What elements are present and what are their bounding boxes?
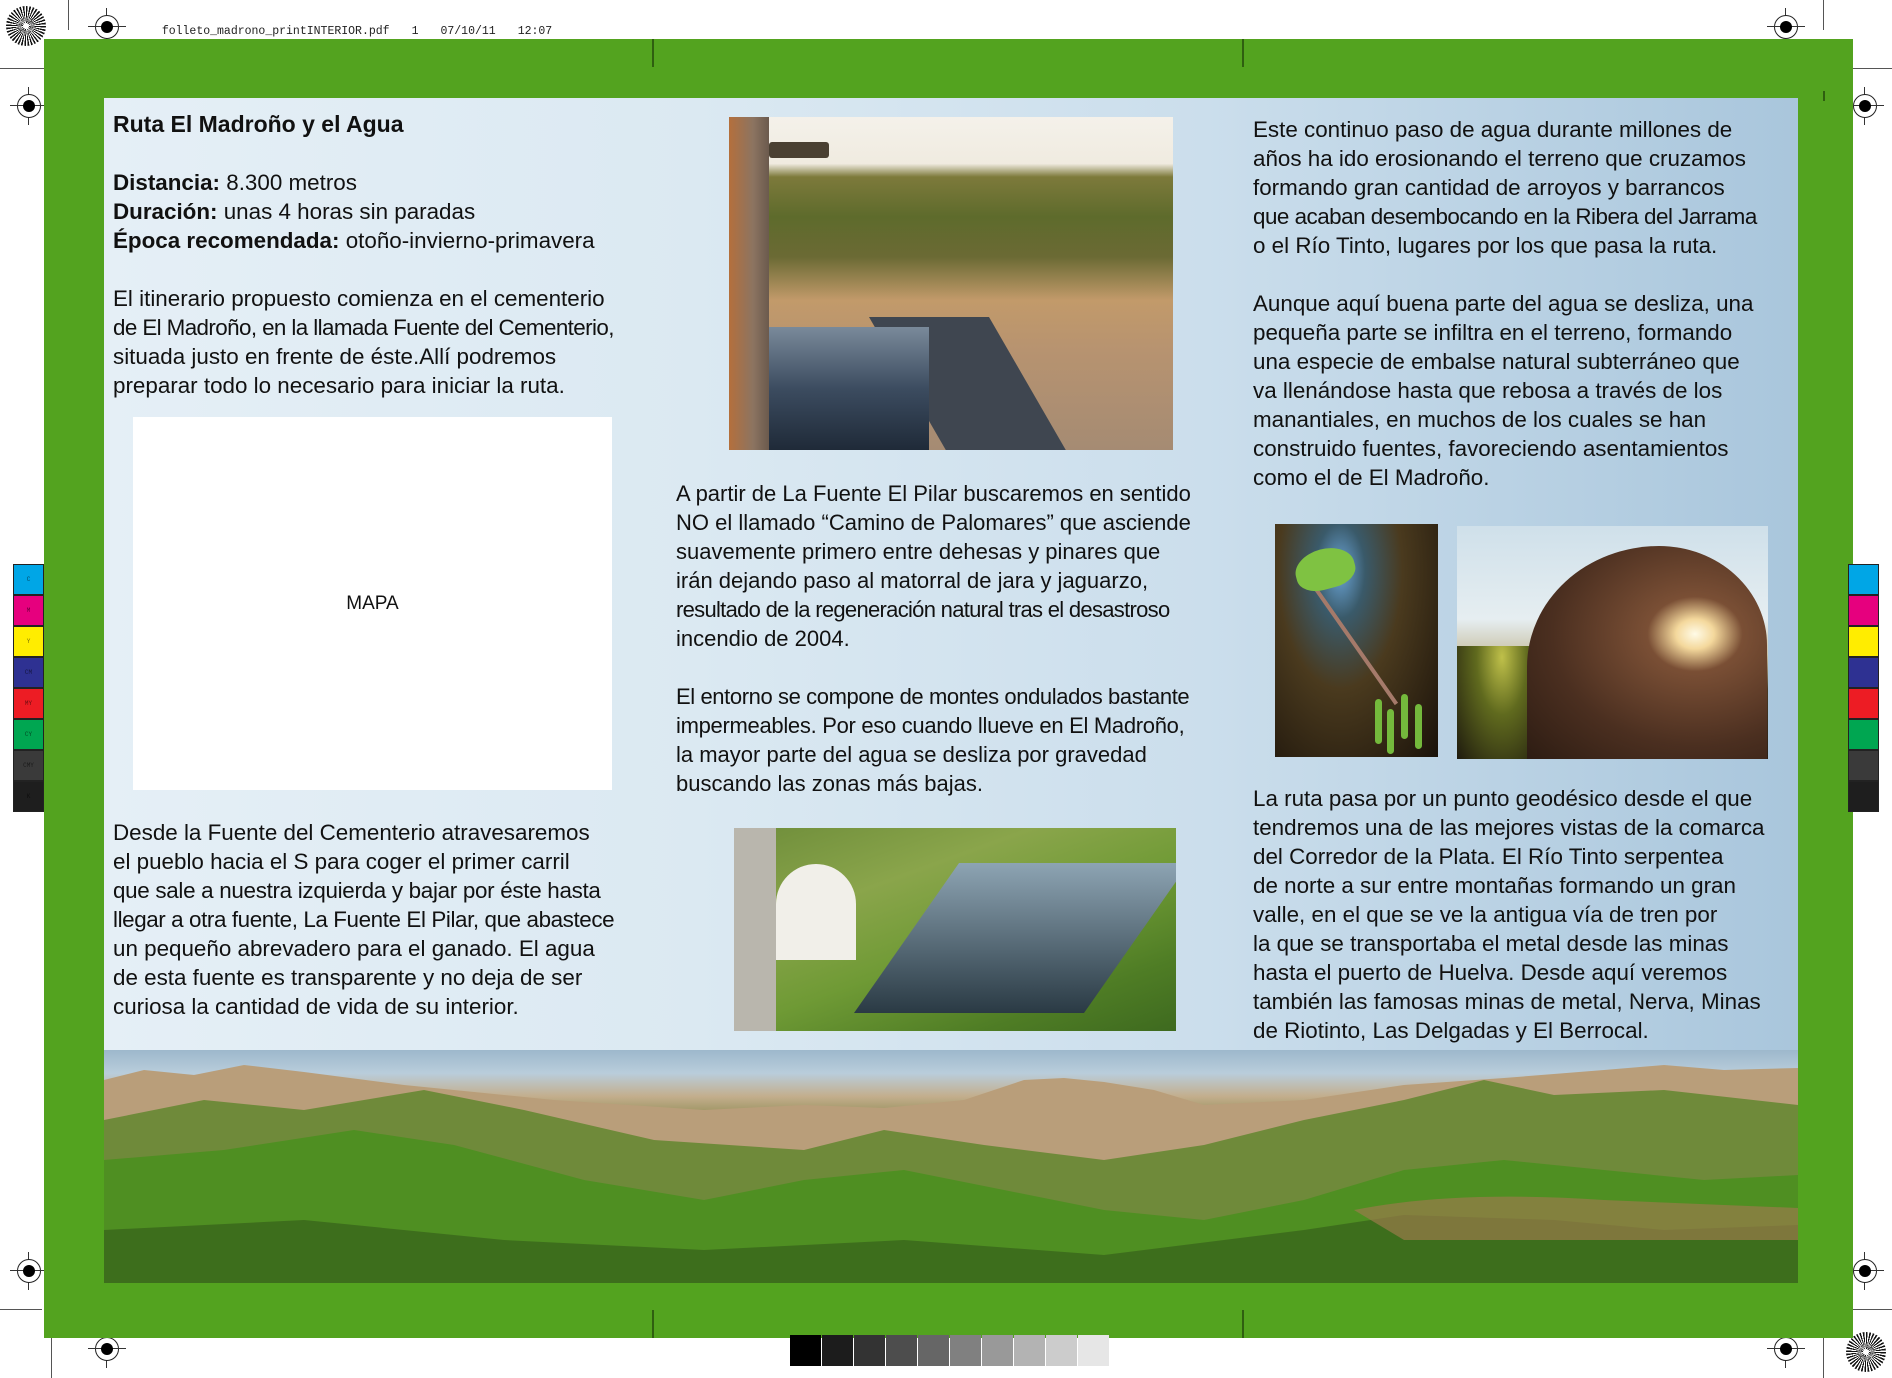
text-line: La ruta pasa por un punto geodésico desde el que <box>1253 786 1753 811</box>
registration-mark-icon <box>15 92 43 120</box>
text-line: impermeables. Por eso cuando llueve en El Madroño, <box>676 713 1185 738</box>
text-line: El itinerario propuesto comienza en el cementerio <box>113 286 605 311</box>
text-line: El entorno se compone de montes ondulados bastante <box>676 684 1190 709</box>
photo-detail <box>769 142 829 158</box>
text-line: NO el llamado “Camino de Palomares” que asciende <box>676 510 1191 535</box>
crop-mark <box>68 0 69 30</box>
registration-mark-icon <box>15 1257 43 1285</box>
text-line: la que se transportaba el metal desde las minas <box>1253 931 1729 956</box>
gray-swatch <box>854 1335 885 1366</box>
color-swatch <box>1848 781 1879 812</box>
text-line: de esta fuente es transparente y no deja de ser <box>113 965 583 990</box>
gray-swatch <box>918 1335 949 1366</box>
text-line: A partir de La Fuente El Pilar buscaremos en sentido <box>676 481 1191 506</box>
color-swatch <box>1848 626 1879 657</box>
column-middle-paragraph-2 <box>676 682 1236 798</box>
gray-swatch <box>950 1335 981 1366</box>
fold-mark <box>652 39 654 67</box>
photo-detail <box>1387 709 1394 754</box>
fold-mark <box>1242 39 1244 67</box>
fold-mark <box>652 1310 654 1338</box>
crop-mark <box>1823 0 1824 30</box>
fact-label: Época recomendada: <box>113 228 340 253</box>
registration-mark-icon <box>1851 92 1879 120</box>
text-line: de norte a sur entre montañas formando un gran <box>1253 873 1736 898</box>
text-line: la mayor parte del agua se desliza por gravedad <box>676 742 1147 767</box>
star-target-icon <box>1846 1332 1886 1372</box>
color-swatch: CY <box>13 719 44 750</box>
fountain-trough-photo <box>729 117 1173 450</box>
panorama-landscape <box>104 1050 1798 1283</box>
fact-value: otoño-invierno-primavera <box>339 228 595 253</box>
fact-value: 8.300 metros <box>220 170 357 195</box>
photo-detail <box>1303 572 1398 705</box>
column-right-paragraph-1 <box>1253 115 1793 260</box>
column-left-paragraph-2 <box>113 818 653 1021</box>
text-line: irán dejando paso al matorral de jara y jaguarzo, <box>676 568 1149 593</box>
hills-panorama-photo <box>104 1050 1798 1283</box>
color-swatch <box>1848 719 1879 750</box>
brochure-panel <box>104 98 1798 1283</box>
column-left <box>113 110 653 400</box>
column-middle-paragraph-1 <box>676 479 1236 653</box>
column-right-paragraph-2 <box>1253 289 1793 492</box>
color-swatch <box>1848 688 1879 719</box>
text-line: o el Río Tinto, lugares por los que pasa la ruta. <box>1253 233 1718 258</box>
text-line: valle, en el que se ve la antigua vía de tren por <box>1253 902 1718 927</box>
intro-paragraph <box>113 284 653 400</box>
fact-label: Distancia: <box>113 170 221 195</box>
text-line: una especie de embalse natural subterráneo que <box>1253 349 1740 374</box>
color-bar-right <box>1848 564 1879 812</box>
slug-time: 12:07 <box>517 25 553 38</box>
registration-mark-icon <box>1772 1335 1800 1363</box>
fact-duration <box>113 197 653 226</box>
text-line: incendio de 2004. <box>676 626 850 651</box>
registration-mark-icon <box>1851 1257 1879 1285</box>
text-line: llegar a otra fuente, La Fuente El Pilar, que abastece <box>113 907 615 932</box>
photo-detail <box>1527 546 1767 759</box>
fold-mark <box>1823 91 1825 101</box>
photo-detail <box>734 828 776 1031</box>
text-line: años ha ido erosionando el terreno que cruzamos <box>1253 146 1746 171</box>
text-line: del Corredor de la Plata. El Río Tinto serpentea <box>1253 844 1724 869</box>
route-title: Ruta El Madroño y el Agua <box>113 111 404 137</box>
fold-mark <box>1242 1310 1244 1338</box>
text-line: hasta el puerto de Huelva. Desde aquí veremos <box>1253 960 1728 985</box>
color-swatch: MY <box>13 688 44 719</box>
gray-swatch <box>1014 1335 1045 1366</box>
grasshopper-photo <box>1275 524 1438 757</box>
color-swatch <box>1848 750 1879 781</box>
text-line: que acaban desembocando en la Ribera del Jarrama <box>1253 204 1757 229</box>
text-line: un pequeño abrevadero para el ganado. El agua <box>113 936 595 961</box>
color-swatch: CMY <box>13 750 44 781</box>
photo-detail <box>854 863 1176 1013</box>
gray-swatch <box>822 1335 853 1366</box>
photo-detail <box>1401 694 1408 739</box>
color-swatch <box>1848 564 1879 595</box>
text-line: Este continuo paso de agua durante millones de <box>1253 117 1733 142</box>
color-bar-left <box>13 564 44 812</box>
map-placeholder <box>133 417 612 790</box>
color-swatch: K <box>13 781 44 812</box>
photo-detail <box>769 327 929 450</box>
slug-filename: folleto_madrono_printINTERIOR.pdf <box>161 25 390 38</box>
gray-scale-bar <box>790 1335 1110 1366</box>
gray-swatch <box>982 1335 1013 1366</box>
photo-detail <box>1291 542 1359 596</box>
color-swatch <box>1848 657 1879 688</box>
color-swatch: CM <box>13 657 44 688</box>
text-line: construido fuentes, favoreciendo asentamientos <box>1253 436 1729 461</box>
gray-swatch <box>886 1335 917 1366</box>
map-label: MAPA <box>346 592 399 614</box>
gray-swatch <box>1078 1335 1109 1366</box>
text-line: como el de El Madroño. <box>1253 465 1490 490</box>
text-line: Aunque aquí buena parte del agua se desliza, una <box>1253 291 1754 316</box>
text-line: Desde la Fuente del Cementerio atravesaremos <box>113 820 590 845</box>
gray-swatch <box>790 1335 821 1366</box>
photo-detail <box>1375 699 1382 744</box>
text-line: resultado de la regeneración natural tras el desastroso <box>676 597 1170 622</box>
text-line: preparar todo lo necesario para iniciar la ruta. <box>113 373 565 398</box>
gray-swatch <box>1046 1335 1077 1366</box>
registration-mark-icon <box>1772 13 1800 41</box>
text-line: también las famosas minas de metal, Nerva, Minas <box>1253 989 1761 1014</box>
color-swatch: M <box>13 595 44 626</box>
color-swatch: C <box>13 564 44 595</box>
slug-date: 07/10/11 <box>440 25 496 38</box>
photo-detail <box>1415 704 1422 749</box>
text-line: situada justo en frente de éste.Allí podremos <box>113 344 557 369</box>
registration-mark-icon <box>93 13 121 41</box>
text-line: formando gran cantidad de arroyos y barrancos <box>1253 175 1725 200</box>
slug-page: 1 <box>411 25 419 38</box>
text-line: va llenándose hasta que rebosa a través de los <box>1253 378 1723 403</box>
text-line: tendremos una de las mejores vistas de la comarca <box>1253 815 1765 840</box>
text-line: de Riotinto, Las Delgadas y El Berrocal. <box>1253 1018 1649 1043</box>
text-line: buscando las zonas más bajas. <box>676 771 983 796</box>
text-line: suavemente primero entre dehesas y pinares que <box>676 539 1161 564</box>
text-line: curiosa la cantidad de vida de su interior. <box>113 994 519 1019</box>
photo-detail <box>776 864 856 960</box>
text-line: de El Madroño, en la llamada Fuente del Cementerio, <box>113 315 614 340</box>
drinking-trough-photo <box>734 828 1176 1031</box>
rock-sunburst-photo <box>1457 526 1768 759</box>
fact-label: Duración: <box>113 199 218 224</box>
column-right-paragraph-3 <box>1253 784 1793 1045</box>
star-target-icon <box>6 6 46 46</box>
color-swatch <box>1848 595 1879 626</box>
crop-mark <box>0 1309 42 1310</box>
fact-distance <box>113 168 653 197</box>
text-line: el pueblo hacia el S para coger el primer carril <box>113 849 570 874</box>
fact-season <box>113 226 653 255</box>
color-swatch: Y <box>13 626 44 657</box>
fact-value: unas 4 horas sin paradas <box>217 199 476 224</box>
registration-mark-icon <box>93 1335 121 1363</box>
text-line: pequeña parte se infiltra en el terreno, formando <box>1253 320 1733 345</box>
text-line: manantiales, en muchos de los cuales se han <box>1253 407 1707 432</box>
print-slug <box>148 12 574 38</box>
text-line: que sale a nuestra izquierda y bajar por éste hasta <box>113 878 601 903</box>
photo-detail <box>729 117 769 450</box>
